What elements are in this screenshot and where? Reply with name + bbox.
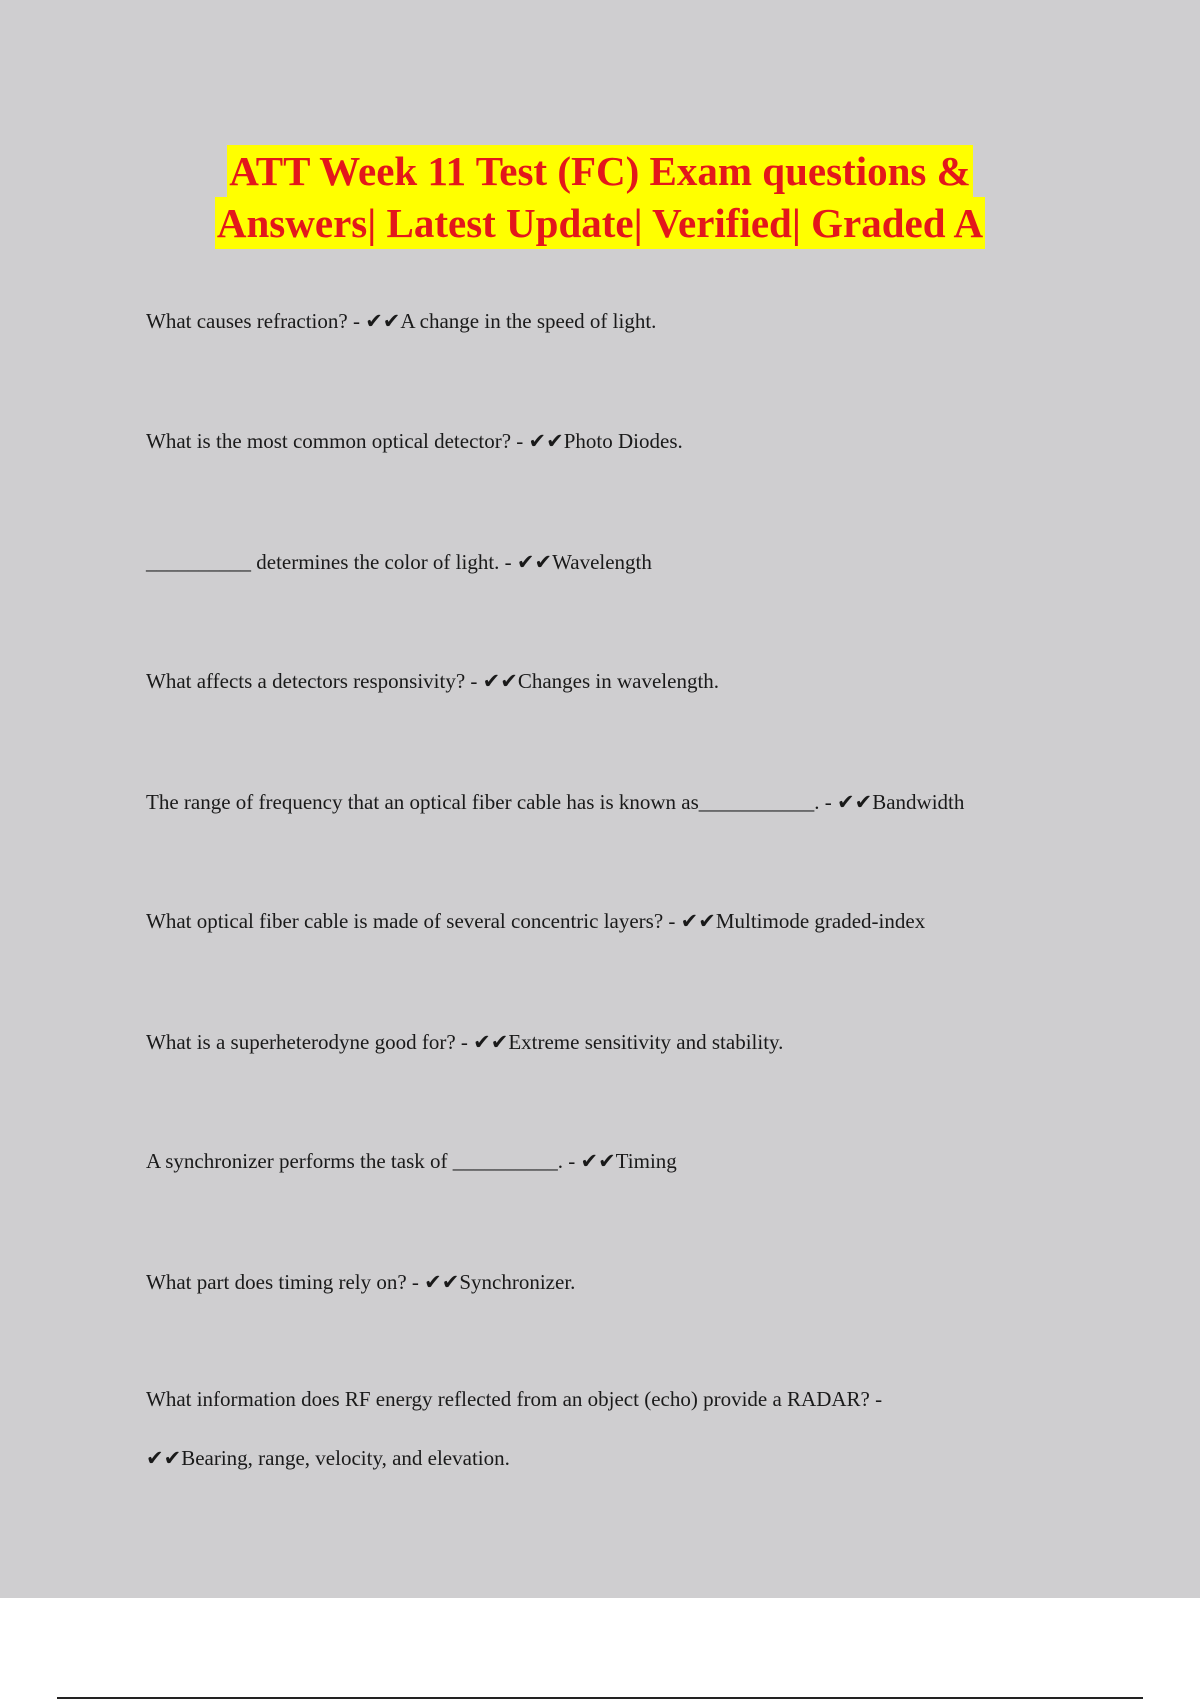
qa-item-radar-question: What information does RF energy reflected from an object (echo) provide a RADAR? -: [146, 1387, 883, 1411]
qa-item-color-of-light: __________ determines the color of light. - ✔✔Wavelength: [146, 550, 652, 574]
title-line-1: ATT Week 11 Test (FC) Exam questions &: [227, 145, 973, 197]
page-divider-rule: [57, 1697, 1143, 1699]
qa-item-superheterodyne: What is a superheterodyne good for? - ✔✔Extreme sensitivity and stability.: [146, 1030, 784, 1054]
qa-item-optical-detector: What is the most common optical detector? - ✔✔Photo Diodes.: [146, 429, 683, 453]
qa-item-timing-relies-on: What part does timing rely on? - ✔✔Synchronizer.: [146, 1270, 576, 1294]
qa-item-responsivity: What affects a detectors responsivity? - ✔✔Changes in wavelength.: [146, 669, 720, 693]
document-title: [0, 145, 1200, 249]
qa-item-bandwidth: The range of frequency that an optical fiber cable has is known as___________. - ✔✔Bandwidth: [146, 790, 965, 814]
qa-item-refraction: What causes refraction? - ✔✔A change in the speed of light.: [146, 309, 657, 333]
qa-item-synchronizer-task: A synchronizer performs the task of __________. - ✔✔Timing: [146, 1149, 677, 1173]
title-line-2: Answers| Latest Update| Verified| Graded A: [215, 197, 985, 249]
qa-item-graded-index: What optical fiber cable is made of several concentric layers? - ✔✔Multimode graded-index: [146, 909, 926, 933]
next-page-area: [0, 1598, 1200, 1700]
qa-item-radar-answer: ✔✔Bearing, range, velocity, and elevation.: [146, 1446, 510, 1470]
